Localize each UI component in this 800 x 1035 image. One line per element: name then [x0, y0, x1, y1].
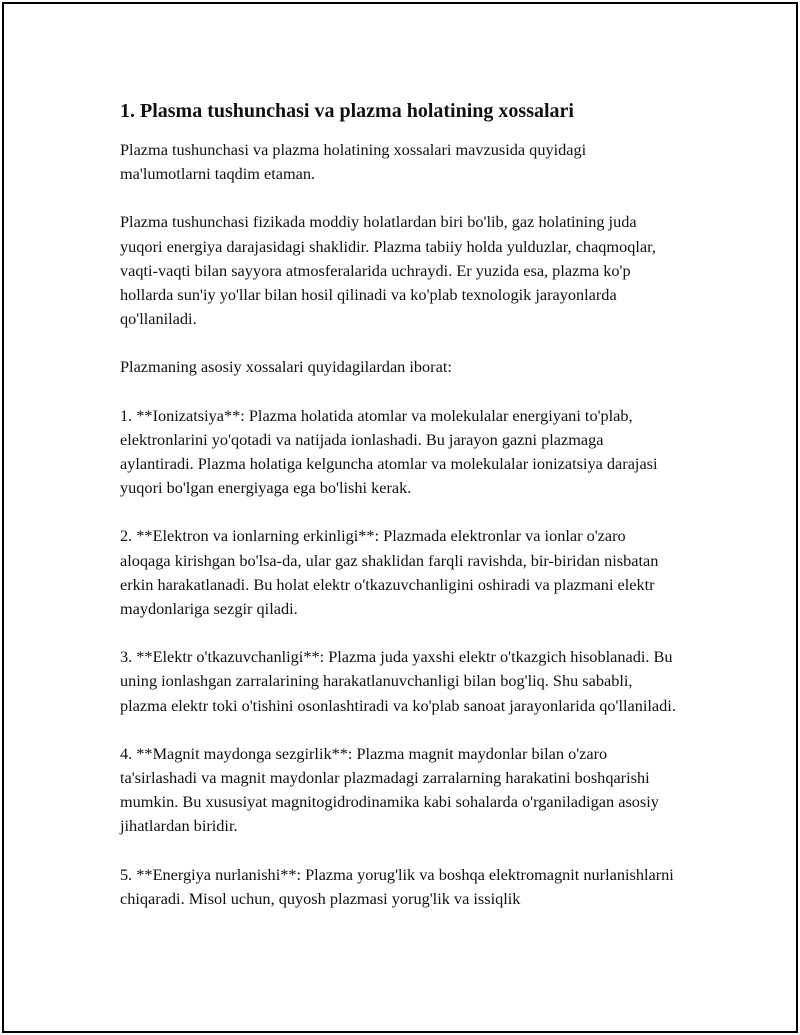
paragraph-ionization: 1. **Ionizatsiya**: Plazma holatida atomlar va molekulalar energiyani to'plab, elektronlarini yo'qotadi va natijada ionlashadi. Bu jarayon gazni plazmaga aylantiradi. Plazma holatiga kelguncha atomlar va molekulalar ionizatsiya darajasi yuqori bo'lgan energiyaga ega bo'lishi kerak.: [120, 405, 658, 498]
paragraph-electron-ion-freedom: 2. **Elektron va ionlarning erkinligi**: Plazmada elektronlar va ionlar o'zaro aloqaga kirishgan bo'lsa-da, ular gaz shaklidan farqli ravishda, bir-biridan nisbatan erkin harakatlanadi. Bu holat elektr o'tkazuvchanligini oshiradi va plazmani elektr maydonlariga sezgir qiladi.: [120, 526, 659, 619]
page-frame: [2, 2, 798, 1033]
paragraph-conductivity: 3. **Elektr o'tkazuvchanligi**: Plazma juda yaxshi elektr o'tkazgich hisoblanadi. Bu uning ionlashgan zarralarining harakatlanuvchanligi bilan bog'liq. Shu sababli, plazma elektr toki o'tishini osonlashtiradi va ko'plab sanoat jarayonlarida qo'llaniladi.: [120, 647, 676, 715]
document-body: [120, 97, 680, 935]
paragraph-definition: Plazma tushunchasi fizikada moddiy holatlardan biri bo'lib, gaz holatining juda yuqori energiya darajasidagi shaklidir. Plazma tabiiy holda yulduzlar, chaqmoqlar, vaqti-vaqti bilan sayyora atmosferalarida uchraydi. Er yuzida esa, plazma ko'p hollarda sun'iy yo'llar bilan hosil qilinadi va ko'plab texnologik jarayonlarda qo'llaniladi.: [120, 212, 656, 329]
paragraph-intro: Plazma tushunchasi va plazma holatining xossalari mavzusida quyidagi ma'lumotlarni taqdim etaman.: [120, 140, 587, 184]
paragraph-properties-heading: Plazmaning asosiy xossalari quyidagilardan iborat:: [120, 357, 452, 377]
document-title: 1. Plasma tushunchasi va plazma holatining xossalari: [120, 100, 574, 122]
paragraph-magnetic-sensitivity: 4. **Magnit maydonga sezgirlik**: Plazma magnit maydonlar bilan o'zaro ta'sirlashadi va magnit maydonlar plazmadagi zarralarning harakatini boshqarishi mumkin. Bu xususiyat magnitogidrodinamika kabi sohalarda o'rganiladigan asosiy jihatlardan biridir.: [120, 743, 659, 836]
paragraph-energy-radiation: 5. **Energiya nurlanishi**: Plazma yorug'lik va boshqa elektromagnit nurlanishlarni chiqaradi. Misol uchun, quyosh plazmasi yorug'lik va issiqlik: [120, 864, 674, 908]
